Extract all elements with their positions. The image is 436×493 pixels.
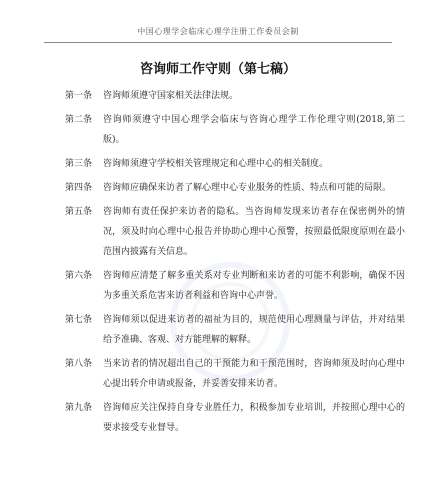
article-item: [65, 398, 405, 438]
article-item: [65, 202, 405, 262]
article-number: 第七条: [65, 315, 93, 325]
article-number: 第八条: [65, 359, 93, 369]
article-text: 咨询师须遵守学校相关管理规定和心理中心的相关制度。: [103, 159, 329, 169]
article-number: 第四条: [65, 183, 93, 193]
article-text: 当来访者的情况超出自己的干预能力和干预范围时，咨询师须及时向心理中心提出转介申请或报备，并妥善安排来访者。: [103, 359, 405, 389]
article-text: 咨询师应清楚了解多重关系对专业判断和来访者的可能不利影响，确保不因为多重关系危害来访者利益和咨询中心声誉。: [103, 271, 405, 301]
article-text: 咨询师有责任保护来访者的隐私。当咨询师发现来访者存在保密例外的情况，须及时向心理中心报告并协助心理中心预警，按照最低限度原则在最小范围内披露有关信息。: [103, 207, 405, 257]
article-text: 咨询师须以促进来访者的福祉为目的，规范使用心理测量与评估，并对结果给予准确、客观、对方能理解的解释。: [103, 315, 405, 345]
document-title: 咨询师工作守则（第七稿）: [139, 62, 296, 77]
document-header: 中国心理学会临床心理学注册工作委员会制: [137, 27, 299, 36]
article-item: [65, 86, 405, 106]
articles-list: [65, 86, 405, 442]
article-item: [65, 178, 405, 198]
article-item: [65, 354, 405, 394]
article-number: 第二条: [65, 115, 93, 125]
article-number: 第五条: [65, 207, 93, 217]
article-number: 第一条: [65, 91, 93, 101]
article-item: [65, 154, 405, 174]
article-text: 咨询师应确保来访者了解心理中心专业服务的性质、特点和可能的局限。: [103, 183, 392, 193]
article-text: 咨询师须遵守国家相关法律法规。: [103, 91, 239, 101]
article-number: 第六条: [65, 271, 93, 281]
article-text: 咨询师应关注保持自身专业胜任力，积极参加专业培训，并按照心理中心的要求接受专业督导。: [103, 403, 405, 433]
article-item: [65, 310, 405, 350]
article-text: 咨询师须遵守中国心理学会临床与咨询心理学工作伦理守则(2018,第二版)。: [103, 115, 405, 145]
article-item: [65, 266, 405, 306]
article-item: [65, 110, 405, 150]
header-divider: [44, 42, 392, 43]
article-number: 第九条: [65, 403, 93, 413]
article-number: 第三条: [65, 159, 93, 169]
